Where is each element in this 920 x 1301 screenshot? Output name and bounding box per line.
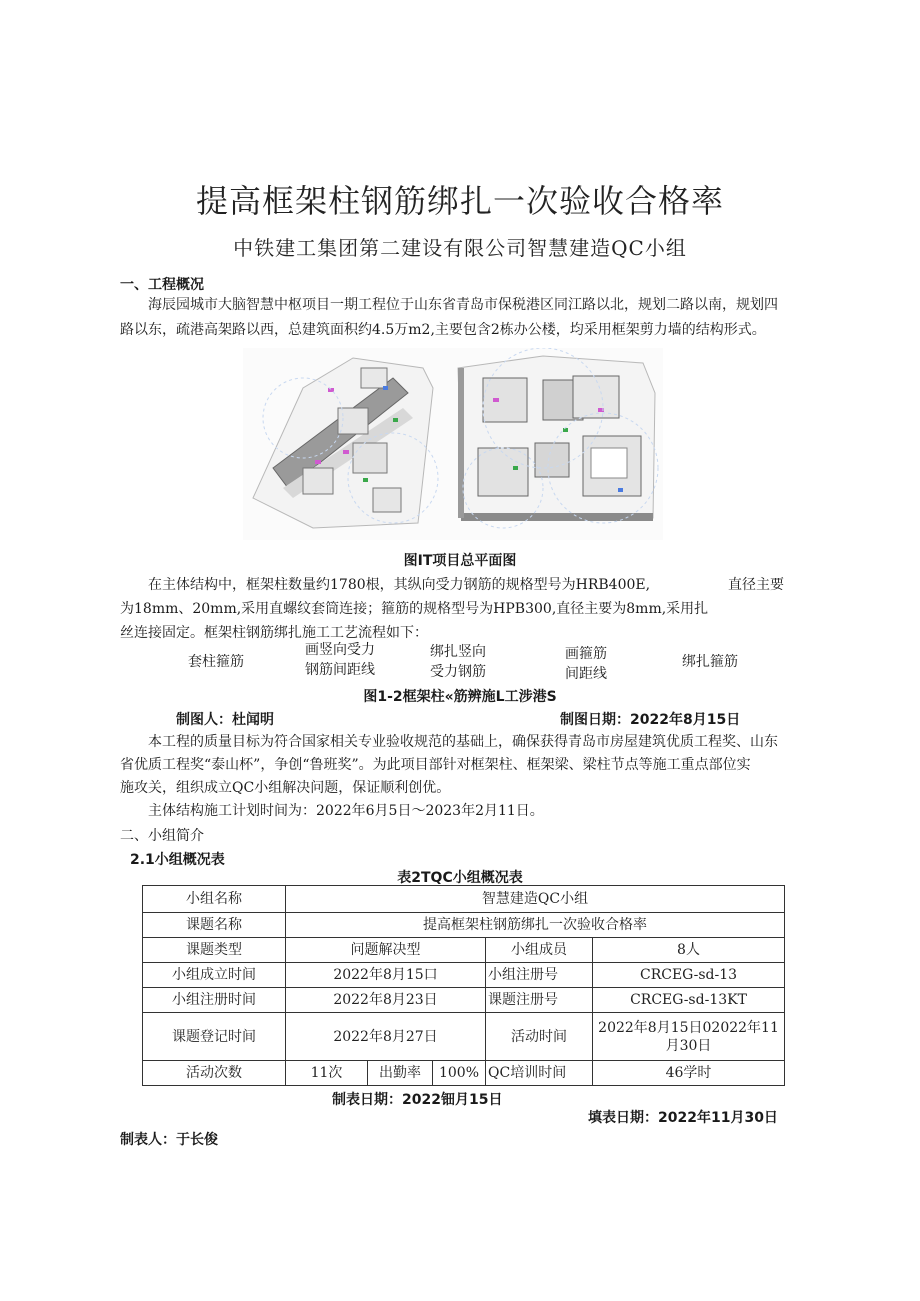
- site-plan-image: [243, 348, 663, 540]
- structure-paragraph-line-1: 在主体结构中，框架柱数量约1780根，其纵向受力钢筋的规格型号为HRB400E,: [148, 577, 651, 593]
- group-reg-value: CRCEG-sd-13: [593, 963, 785, 988]
- activity-time-line-1: 2022年8月15日02022年11: [598, 1019, 779, 1036]
- table-row: [143, 938, 785, 963]
- table-fill-date: 填表日期：2022年11月30日: [588, 1110, 778, 1126]
- document-title: 提高框架柱钢筋绑扎一次验收合格率: [195, 182, 724, 220]
- table-row: [143, 963, 785, 988]
- flow-step-4-line-1: 画箍筋: [565, 646, 607, 662]
- activity-count-value: 11次: [286, 1061, 368, 1086]
- activity-count-label: 活动次数: [143, 1061, 286, 1086]
- flow-step-4: [546, 644, 626, 684]
- flow-step-1-line-1: 套柱箍筋: [188, 654, 244, 670]
- activity-time-line-2: 月30日: [665, 1037, 712, 1054]
- flow-step-4-line-2: 间距线: [565, 666, 607, 682]
- structure-paragraph-line-1b: 直径主要: [728, 577, 784, 593]
- flow-step-5-line-1: 绑扎箍筋: [682, 654, 738, 670]
- registered-value: 2022年8月23日: [286, 988, 486, 1013]
- flow-step-3-line-1: 绑扎竖向: [430, 644, 486, 660]
- group-reg-label: 小组注册号: [486, 963, 593, 988]
- topic-value: 提高框架柱钢筋绑扎一次验收合格率: [286, 913, 785, 938]
- flow-step-3-line-2: 受力钢筋: [430, 664, 486, 680]
- section-heading-group: 二、小组简介: [120, 828, 204, 844]
- figure-maker: 制图人：杜闻明: [176, 712, 274, 728]
- activity-time-value: [593, 1013, 785, 1061]
- flow-step-2-line-1: 画竖向受力: [305, 642, 375, 658]
- registered-label: 小组注册时间: [143, 988, 286, 1013]
- flow-step-2-line-2: 钢筋间距线: [305, 662, 375, 678]
- table-row: [143, 1013, 785, 1061]
- topic-reg-value: CRCEG-sd-13KT: [593, 988, 785, 1013]
- founded-value: 2022年8月15口: [286, 963, 486, 988]
- figure-1-caption: 图IT项目总平面图: [403, 553, 517, 569]
- topic-type-label: 课题类型: [143, 938, 286, 963]
- quality-paragraph-line-3: 施攻关，组织成立QC小组解决问题，保证顺利创优。: [120, 780, 451, 796]
- group-name-label: 小组名称: [143, 886, 286, 913]
- table-maker: 制表人：于长俊: [120, 1132, 218, 1148]
- members-value: 8人: [593, 938, 785, 963]
- overview-paragraph-line-2: 路以东，疏港高架路以西，总建筑面积约4.5万m2,主要包含2栋办公楼，均采用框架剪力墙的结构形式。: [120, 322, 766, 338]
- topic-date-label: 课题登记时间: [143, 1013, 286, 1061]
- figure-2-caption: 图1-2框架柱«筋辨施L工涉港S: [363, 689, 557, 705]
- flow-step-3: [414, 642, 502, 682]
- structure-paragraph-line-2: 为18mm、20mm,采用直螺纹套筒连接；箍筋的规格型号为HPB300,直径主要为8mm,采用扎: [120, 601, 709, 617]
- founded-label: 小组成立时间: [143, 963, 286, 988]
- members-label: 小组成员: [486, 938, 593, 963]
- figure-date: 制图日期：2022年8月15日: [560, 712, 741, 728]
- topic-reg-label: 课题注册号: [486, 988, 593, 1013]
- topic-type-value: 问题解决型: [286, 938, 486, 963]
- topic-date-value: 2022年8月27日: [286, 1013, 486, 1061]
- section-heading-overview: 一、工程概况: [120, 277, 204, 293]
- flow-step-1: [174, 652, 258, 672]
- topic-label: 课题名称: [143, 913, 286, 938]
- table-row: [143, 913, 785, 938]
- table-caption: 表2TQC小组概况表: [397, 870, 523, 886]
- quality-paragraph-line-2: 省优质工程奖“泰山杯”，争创“鲁班奖”。为此项目部针对框架柱、框架梁、梁柱节点等施工重点部位实: [120, 757, 751, 773]
- subsection-heading-group-overview: 2.1小组概况表: [130, 852, 225, 868]
- schedule-paragraph: 主体结构施工计划时间为：2022年6月5日～2023年2月11日。: [148, 803, 544, 819]
- flow-step-5: [670, 652, 750, 672]
- training-value: 46学时: [593, 1061, 785, 1086]
- structure-paragraph-line-3: 丝连接固定。框架柱钢筋绑扎施工工艺流程如下：: [120, 625, 428, 641]
- attendance-label: 出勤率: [368, 1061, 433, 1086]
- table-row: [143, 988, 785, 1013]
- table-row: [143, 1061, 785, 1086]
- document-subtitle: 中铁建工集团第二建设有限公司智慧建造QC小组: [233, 236, 687, 260]
- overview-paragraph-line-1: 海辰园城市大脑智慧中枢项目一期工程位于山东省青岛市保税港区同江路以北，规划二路以南，规划四: [148, 297, 778, 313]
- quality-paragraph-line-1: 本工程的质量目标为符合国家相关专业验收规范的基础上，确保获得青岛市房屋建筑优质工程奖、山东: [148, 734, 778, 750]
- table-make-date: 制表日期：2022钿月15日: [332, 1092, 503, 1108]
- activity-time-label: 活动时间: [486, 1013, 593, 1061]
- flow-step-2: [290, 640, 390, 680]
- training-label: QC培训时间: [486, 1061, 593, 1086]
- table-row: [143, 886, 785, 913]
- attendance-value: 100%: [433, 1061, 486, 1086]
- group-overview-table: [142, 885, 785, 1086]
- group-name-value: 智慧建造QC小组: [286, 886, 785, 913]
